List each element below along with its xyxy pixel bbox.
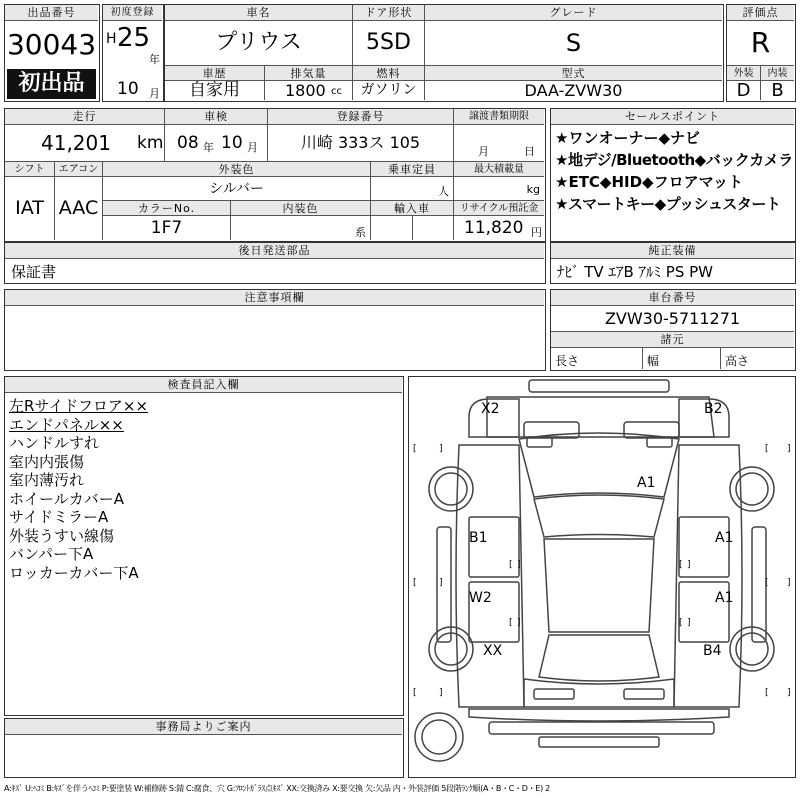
roof [544, 539, 654, 632]
sales-point-2: ★地デジ/Bluetooth◆バックカメラ [555, 151, 793, 169]
width-cell [643, 348, 721, 369]
mileage: 41,201 [41, 131, 111, 155]
fuel-label: 燃料 [353, 65, 425, 81]
windshield [534, 495, 664, 537]
inspector-line-1: 左Rサイドフロア×× [9, 397, 149, 415]
mark-left-rear-door: W2 [469, 590, 492, 606]
later-parts-value: 保証書 [11, 263, 57, 281]
door-mark-bracket-2: ] [517, 560, 521, 570]
mileage-cell [5, 125, 165, 161]
door-mark-bracket-6: ] [687, 560, 691, 570]
specs-label: 諸元 [551, 332, 794, 348]
taillight-left [534, 689, 574, 699]
inspector-line-9: バンパー下A [9, 545, 94, 563]
fuel: ガソリン [353, 81, 425, 100]
transfer-label: 譲渡書類期限 [454, 109, 544, 125]
door-mark-bracket-5: [ [679, 560, 683, 570]
mileage-label: 走行 [5, 109, 165, 125]
rail-right [752, 527, 766, 642]
bracket-right-bot-close: ] [787, 688, 791, 698]
transfer-month: 月 [478, 145, 489, 158]
inspection-year: 08 [177, 133, 199, 153]
bracket-right-top: [ [765, 444, 769, 454]
taillight-right [624, 689, 664, 699]
score: R [750, 26, 771, 59]
door-mark-bracket-1: [ [509, 560, 513, 570]
recycle-unit: 円 [531, 226, 542, 239]
body-outline-right [674, 445, 742, 707]
model-label: 型式 [425, 65, 722, 81]
inspector-line-7: サイドミラーA [9, 508, 109, 526]
genuine-equipment-label: 純正装備 [551, 243, 794, 259]
mark-right-front-door: A1 [715, 530, 734, 546]
door-mark-bracket-7: [ [679, 618, 683, 628]
office-label: 事務局よりご案内 [5, 719, 402, 735]
notes-box [4, 289, 546, 371]
mark-rear-right: B4 [703, 643, 722, 659]
year: 25 [117, 23, 151, 53]
sales-points-label: セールスポイント [551, 109, 794, 125]
displacement-label: 排気量 [265, 65, 353, 81]
lot-number-box [4, 4, 100, 102]
inspection-month-suffix: 月 [247, 141, 258, 154]
length-label: 長さ [555, 354, 580, 368]
era: H [106, 31, 117, 47]
office-box [4, 718, 404, 778]
car-info-box [164, 4, 724, 102]
max-load-label: 最大積載量 [454, 161, 544, 177]
ac-label: エアコン [55, 161, 103, 177]
year-suffix: 年 [149, 53, 160, 66]
month: 10 [117, 79, 139, 99]
inspector-line-5: 室内薄汚れ [9, 471, 85, 489]
capacity-label: 乗車定員 [371, 161, 454, 177]
inspection-year-suffix: 年 [203, 141, 214, 154]
inspection-cell [165, 125, 268, 161]
trunk-shape [524, 679, 674, 707]
bracket-left-mid: [ [413, 578, 417, 588]
inspector-line-10: ロッカーカバー下A [9, 563, 139, 582]
import-cell [371, 216, 413, 240]
car-name-label: 車名 [165, 5, 353, 21]
color-label: 外装色 [103, 161, 371, 177]
mark-left-front-door: B1 [469, 530, 488, 546]
exterior-color: シルバー [103, 177, 371, 201]
transfer-cell [454, 125, 544, 161]
car-diagram-box [408, 376, 796, 778]
sales-point-3: ★ETC◆HID◆フロアマット [555, 173, 743, 191]
color-no-label: カラーNo. [103, 201, 231, 216]
registration-number: 川崎 333ス 105 [268, 125, 454, 161]
later-parts-label: 後日発送部品 [5, 243, 544, 259]
chassis-box [550, 289, 796, 371]
inspection-label: 車検 [165, 109, 268, 125]
bracket-right-mid-close: ] [787, 578, 791, 588]
mark-front-left: X2 [481, 401, 500, 417]
height-cell [721, 348, 794, 369]
displacement-cell [265, 81, 353, 100]
month-suffix: 月 [149, 87, 160, 100]
mark-rear-left: XX [483, 643, 503, 659]
history-label: 車歴 [165, 65, 265, 81]
mileage-unit: km [137, 133, 164, 153]
history: 自家用 [165, 81, 265, 100]
model: DAA-ZVW30 [524, 81, 623, 100]
inspector-box [4, 376, 404, 716]
transfer-day: 日 [524, 145, 535, 158]
grade-label: グレード [425, 5, 722, 21]
displacement-unit: cc [331, 86, 342, 97]
interior-color-cell [231, 216, 371, 240]
car-diagram [409, 377, 794, 776]
bracket-left-top-close: ] [439, 444, 443, 454]
vehicle-details-box [4, 108, 546, 242]
door-mark-bracket-3: [ [509, 618, 513, 628]
recycle-label: リサイクル預託金 [454, 201, 544, 216]
recycle-cell [454, 216, 544, 240]
capacity-cell [371, 177, 454, 201]
import-label: 輸入車 [371, 201, 454, 216]
bracket-left-top: [ [413, 444, 417, 454]
bracket-left-bot: [ [413, 688, 417, 698]
exterior-label: 外装 [727, 65, 761, 81]
shift-label: シフト [5, 161, 55, 177]
first-reg-label: 初度登録 [103, 5, 162, 21]
interior-color-label: 内装色 [231, 201, 371, 216]
inspector-line-3: ハンドルすれ [9, 434, 100, 452]
color-number: 1F7 [103, 216, 231, 240]
wheel-front-left-inner [435, 473, 467, 505]
inspector-line-4: 室内内張傷 [9, 452, 85, 471]
import-cell-2 [413, 216, 454, 240]
notes-label: 注意事項欄 [5, 290, 544, 306]
lot-number-label: 出品番号 [5, 5, 98, 21]
door-label: ドア形状 [353, 5, 425, 21]
spare-wheel-inner [422, 720, 456, 754]
rear-bumper-shape [489, 722, 714, 734]
door-mark-bracket-4: ] [517, 618, 521, 628]
score-box [726, 4, 796, 102]
bracket-left-bot-close: ] [439, 688, 443, 698]
inspector-line-6: ホイールカバーA [9, 489, 124, 508]
mark-right-rear-door: A1 [715, 590, 734, 606]
bracket-right-mid: [ [765, 578, 769, 588]
later-parts-box [4, 242, 546, 284]
sales-point-4: ★スマートキー◆プッシュスタート [555, 195, 781, 213]
car-name: プリウス [165, 21, 353, 65]
inspector-line-2: エンドパネル×× [9, 415, 124, 434]
score-label: 評価点 [727, 5, 794, 21]
recycle-value: 11,820 [464, 218, 524, 238]
max-load-cell [454, 177, 544, 201]
interior-score: B [771, 81, 784, 100]
genuine-equipment-value: ﾅﾋﾞ TV ｴｱB ｱﾙﾐ PS PW [557, 263, 713, 281]
rear-window [539, 635, 659, 681]
mark-hood: A1 [637, 475, 656, 491]
interior-color-suffix: 系 [355, 226, 366, 239]
capacity-unit: 人 [438, 185, 449, 198]
legend: A:ｷｽﾞ U:ﾍｺﾐ B:ｷｽﾞを伴うﾍｺﾐ P:要塗装 W:補修跡 S:錆 C:腐食、穴 G:ﾌﾛﾝﾄｶﾞﾗｽ点ｷｽﾞ XX:交換済み X:要交換 欠:欠品 内・外装評価 5段階ﾗﾝｸ順(A・B・C・D・E) 2 [4, 784, 550, 793]
genuine-equipment-box [550, 242, 796, 284]
door-mark-bracket-8: ] [687, 618, 691, 628]
shift: IAT [5, 177, 55, 240]
rear-outline [469, 709, 729, 721]
rear-plate [539, 737, 659, 747]
inspection-month: 10 [221, 133, 243, 153]
air-conditioner: AAC [55, 177, 103, 240]
bracket-left-mid-close: ] [439, 578, 443, 588]
sales-points-box [550, 108, 796, 242]
chassis-label: 車台番号 [551, 290, 794, 306]
sales-point-1: ★ワンオーナー◆ナビ [555, 129, 700, 147]
front-bumper-shape [529, 380, 669, 392]
first-listing-badge: 初出品 [7, 69, 96, 99]
lot-number: 30043 [6, 28, 97, 61]
interior-label: 内装 [761, 65, 794, 81]
registration-label: 登録番号 [268, 109, 454, 125]
front-outline [487, 397, 714, 437]
exterior-score: D [727, 81, 761, 100]
displacement: 1800 [285, 81, 326, 100]
bracket-right-top-close: ] [787, 444, 791, 454]
mark-front-right: B2 [704, 401, 723, 417]
first-registration-box [102, 4, 164, 102]
max-load-unit: kg [526, 183, 540, 196]
height-label: 高さ [725, 354, 750, 368]
door-type: 5SD [353, 21, 425, 65]
length-cell [551, 348, 643, 369]
bracket-right-bot: [ [765, 688, 769, 698]
width-label: 幅 [647, 354, 660, 368]
inspector-label: 検査員記入欄 [5, 377, 402, 393]
grade: S [565, 29, 582, 57]
chassis-number: ZVW30-5711271 [551, 306, 794, 332]
inspector-line-8: 外装うすい線傷 [9, 526, 115, 545]
